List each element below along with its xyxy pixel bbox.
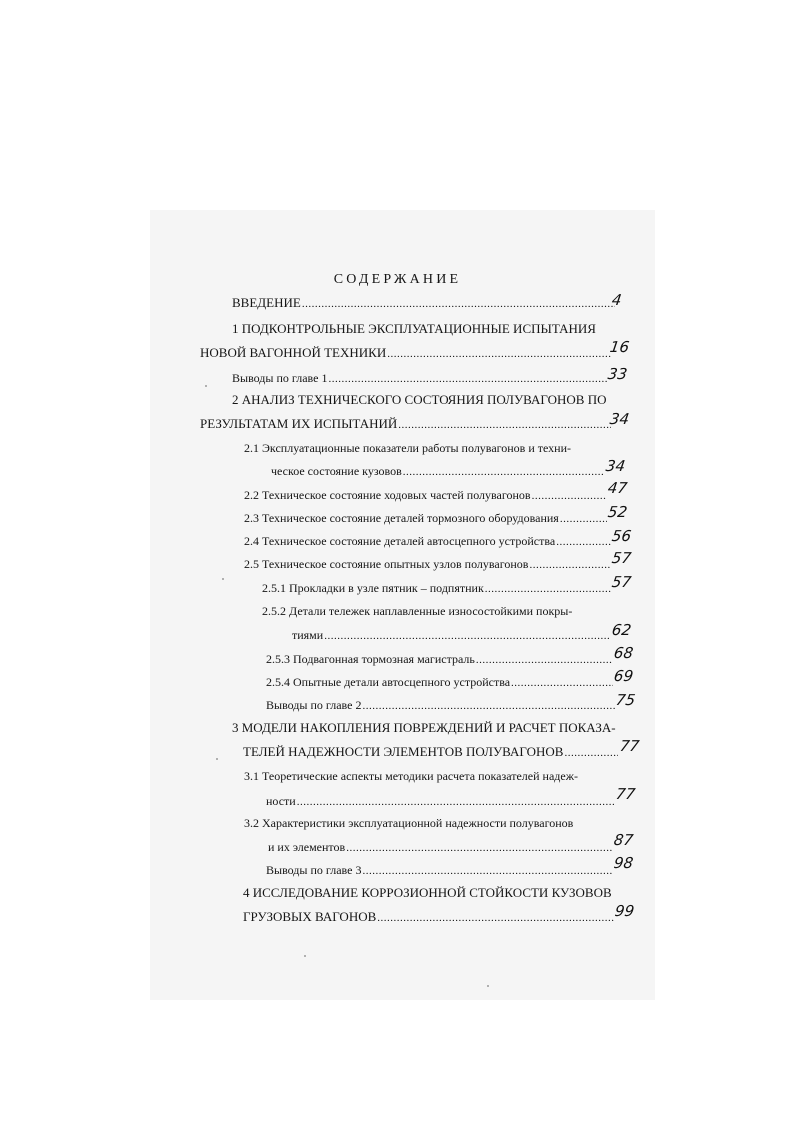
handwritten-page-number: 47 <box>606 479 629 497</box>
toc-entry-title: и их элементов <box>268 840 346 854</box>
toc-entry-title: ности <box>266 794 296 808</box>
toc-entry-title: ВВЕДЕНИЕ <box>232 295 301 310</box>
handwritten-page-number: 4 <box>610 291 623 309</box>
handwritten-page-number: 57 <box>610 573 633 591</box>
toc-entry-conclusions-2[interactable] <box>266 697 616 714</box>
handwritten-page-number: 33 <box>606 365 629 383</box>
toc-entry-title: 2.2 Техническое состояние ходовых частей полувагонов <box>244 488 531 502</box>
handwritten-page-number: 34 <box>608 410 631 428</box>
toc-entry-2-1[interactable] <box>271 463 606 480</box>
toc-entry-chapter-3-line1: 3 МОДЕЛИ НАКОПЛЕНИЯ ПОВРЕЖДЕНИЙ И РАСЧЕТ ПОКАЗА- <box>232 720 616 735</box>
toc-entry-title: 2.3 Техническое состояние деталей тормозного оборудования <box>244 511 559 525</box>
scan-speck <box>304 955 306 957</box>
handwritten-page-number: 77 <box>618 737 641 755</box>
toc-entry-2-3[interactable] <box>244 510 608 527</box>
toc-entry-2-5-2-line1: 2.5.2 Детали тележек наплавленные износостойкими покры- <box>262 604 573 618</box>
toc-entry-chapter-1[interactable] <box>200 345 612 362</box>
toc-entry-chapter-2-line1: 2 АНАЛИЗ ТЕХНИЧЕСКОГО СОСТОЯНИЯ ПОЛУВАГОНОВ ПО <box>232 392 607 407</box>
toc-entry-title: ГРУЗОВЫХ ВАГОНОВ <box>243 909 377 924</box>
toc-entry-chapter-4-line1: 4 ИССЛЕДОВАНИЕ КОРРОЗИОННОЙ СТОЙКОСТИ КУЗОВОВ <box>243 885 612 900</box>
toc-entry-conclusions-1[interactable] <box>232 370 608 387</box>
toc-entry-3-1[interactable] <box>266 793 616 810</box>
scan-speck <box>487 985 489 987</box>
toc-entry-chapter-2[interactable] <box>200 416 612 433</box>
scan-speck <box>222 578 224 580</box>
toc-entry-title: Выводы по главе 1 <box>232 371 328 385</box>
toc-entry-3-2[interactable] <box>268 839 614 856</box>
toc-entry-2-1-line1: 2.1 Эксплуатационные показатели работы полувагонов и техни- <box>244 441 572 455</box>
toc-entry-title: Выводы по главе 3 <box>266 863 362 877</box>
handwritten-page-number: 57 <box>610 549 633 567</box>
toc-entry-title: 2.5.1 Прокладки в узле пятник – подпятник <box>262 581 484 595</box>
toc-entry-2-5-2[interactable] <box>292 627 610 644</box>
toc-entry-title: 2.5.3 Подвагонная тормозная магистраль <box>266 652 475 666</box>
handwritten-page-number: 99 <box>613 902 636 920</box>
toc-entry-title: 2.5 Техническое состояние опытных узлов полувагонов <box>244 557 529 571</box>
toc-entry-chapter-3[interactable] <box>243 744 619 761</box>
toc-heading: СОДЕРЖАНИЕ <box>333 272 462 287</box>
toc-entry-chapter-1-line1: 1 ПОДКОНТРОЛЬНЫЕ ЭКСПЛУАТАЦИОННЫЕ ИСПЫТАНИЯ <box>232 321 596 336</box>
handwritten-page-number: 52 <box>606 503 629 521</box>
handwritten-page-number: 56 <box>610 527 633 545</box>
toc-entry-chapter-4[interactable] <box>243 909 615 926</box>
handwritten-page-number: 68 <box>612 644 635 662</box>
handwritten-page-number: 16 <box>608 338 631 356</box>
handwritten-page-number: 77 <box>614 785 637 803</box>
toc-entry-title: 2.5.4 Опытные детали автосцепного устройства <box>266 675 511 689</box>
toc-entry-2-2[interactable] <box>244 487 608 504</box>
scan-speck <box>216 758 218 760</box>
handwritten-page-number: 62 <box>610 621 633 639</box>
toc-entry-title: ТЕЛЕЙ НАДЕЖНОСТИ ЭЛЕМЕНТОВ ПОЛУВАГОНОВ <box>243 744 564 759</box>
toc-entry-3-2-line1: 3.2 Характеристики эксплуатационной надежности полувагонов <box>244 816 574 830</box>
toc-entry-2-5-4[interactable] <box>266 674 614 691</box>
toc-entry-title: НОВОЙ ВАГОННОЙ ТЕХНИКИ <box>200 345 387 360</box>
handwritten-page-number: 34 <box>604 457 627 475</box>
toc-entry-title: РЕЗУЛЬТАТАМ ИХ ИСПЫТАНИЙ <box>200 416 398 431</box>
toc-entry-title: тиями <box>292 628 324 642</box>
toc-entry-title: 2.4 Техническое состояние деталей автосцепного устройства <box>244 534 556 548</box>
toc-entry-conclusions-3[interactable] <box>266 862 614 879</box>
scan-speck <box>205 385 207 387</box>
handwritten-page-number: 75 <box>614 691 637 709</box>
toc-entry-2-5[interactable] <box>244 556 612 573</box>
toc-entry-2-5-1[interactable] <box>262 580 612 597</box>
handwritten-page-number: 69 <box>612 667 635 685</box>
toc-entry-title: Выводы по главе 2 <box>266 698 362 712</box>
toc-entry-2-5-3[interactable] <box>266 651 614 668</box>
toc-entry-introduction[interactable] <box>232 295 616 312</box>
toc-entry-2-4[interactable] <box>244 533 612 550</box>
handwritten-page-number: 98 <box>612 854 635 872</box>
toc-entry-3-1-line1: 3.1 Теоретические аспекты методики расчета показателей надеж- <box>244 769 578 783</box>
toc-entry-title: ческое состояние кузовов <box>271 464 402 478</box>
handwritten-page-number: 87 <box>612 831 635 849</box>
